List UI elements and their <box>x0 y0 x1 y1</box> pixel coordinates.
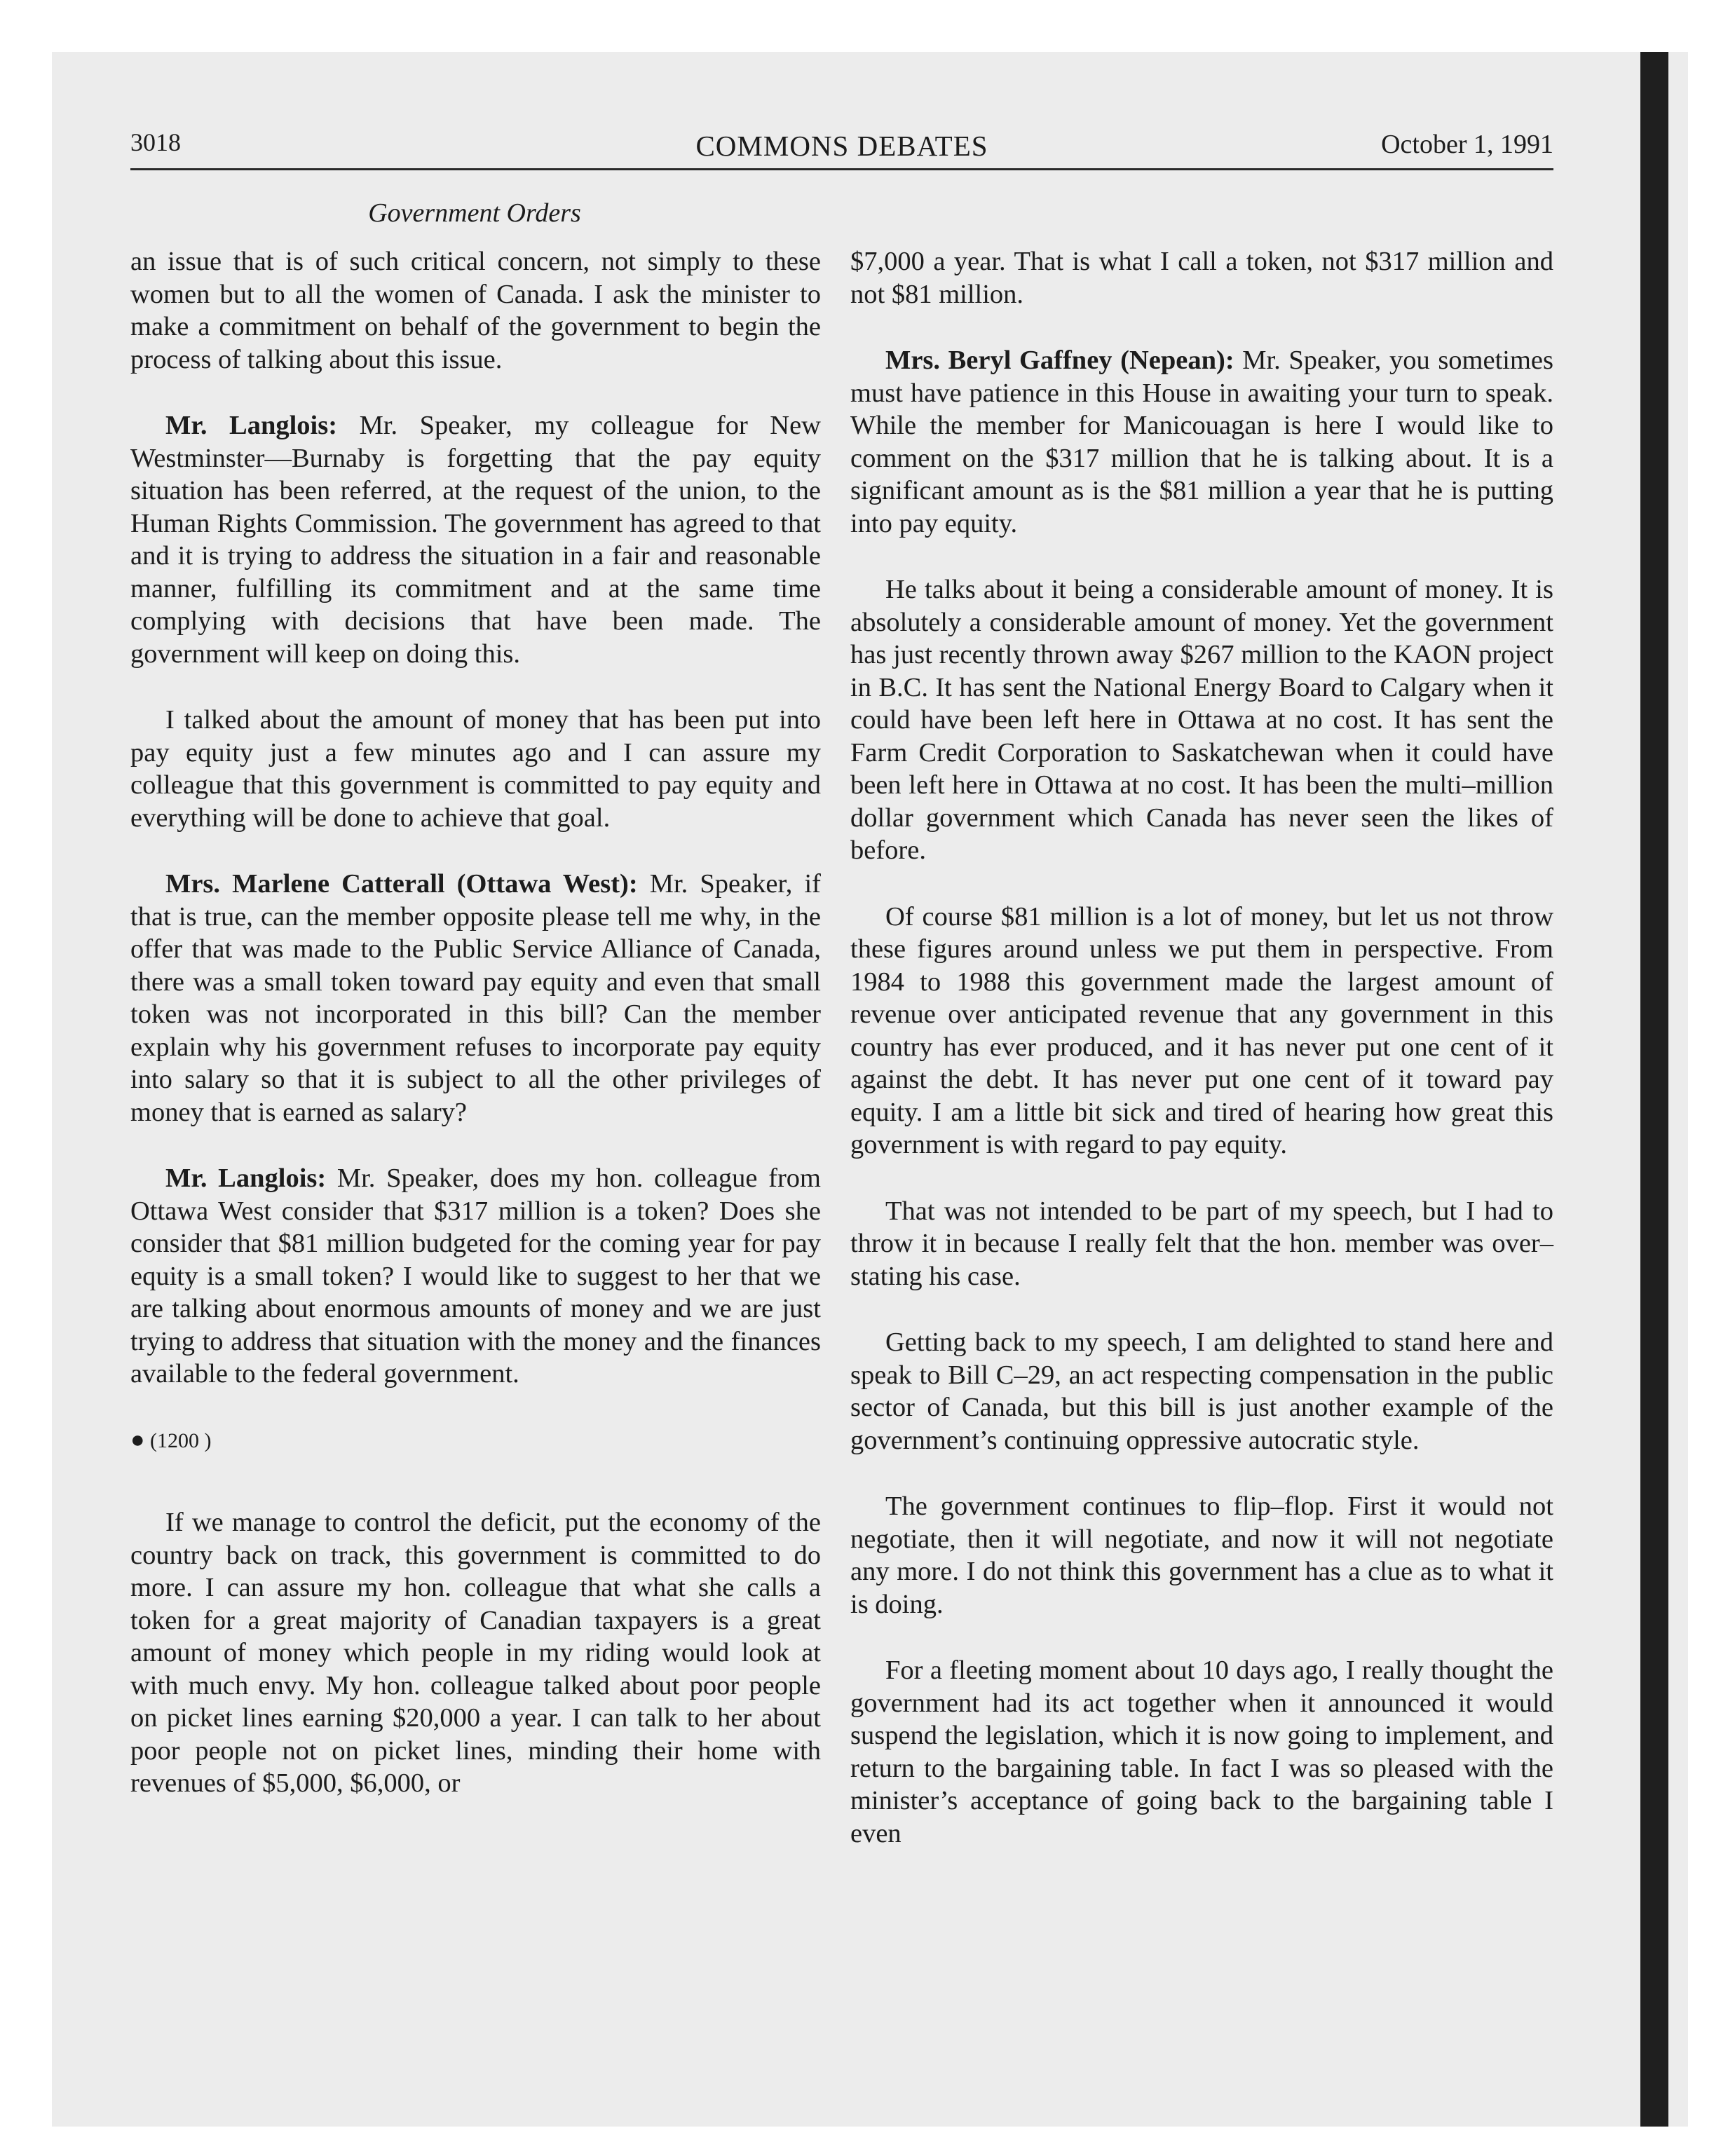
speaker-name: Mrs. Beryl Gaffney (Nepean): <box>885 346 1234 375</box>
speaker-name: Mrs. Marlene Catterall (Ottawa West): <box>165 869 638 899</box>
speech-paragraph <box>130 409 821 670</box>
running-header <box>130 125 1553 170</box>
bullet-icon: ● <box>130 1426 145 1453</box>
time-marker <box>130 1424 821 1458</box>
speaker-name: Mr. Langlois: <box>165 411 338 440</box>
speech-text: Mr. Speaker, if that is true, can the member opposite please tell me why, in the offer that was made to the Public Service Alliance of Canada, there was a small token toward pay equity and even that small token was not incorporated in this bill? Can the member explain why his government refuses to incorporate pay equity into salary so that it is subject to all the other privileges of money that is earned as salary? <box>130 869 821 1127</box>
paragraph: an issue that is of such critical concern, not simply to these women but to all the women of Canada. I ask the minister to make a commitment on behalf of the government to begin the process of talking about this issue. <box>130 247 821 374</box>
page-number: 3018 <box>130 128 181 156</box>
right-column <box>850 245 1553 1883</box>
paragraph: For a fleeting moment about 10 days ago, I really thought the government had its act together when it announced it would suspend the legislation, which it is now going to implement, and return to the bargaining table. In fact I was so pleased with the minister’s acceptance of going back to the bargaining table I even <box>850 1656 1553 1848</box>
speech-text: Mr. Speaker, does my hon. colleague from Ottawa West consider that $317 million is a token? Does she consider that $81 million budgeted for the coming year for pay equity is a small token? I would like to suggest to her that we are talking about enormous amounts of money and we are just trying to address that situation with the money and the finances available to the federal government. <box>130 1164 821 1389</box>
speech-paragraph <box>130 868 821 1128</box>
speech-paragraph <box>850 344 1553 540</box>
paragraph: Of course $81 million is a lot of money, but let us not throw these figures around unless we put them in perspective. From 1984 to 1988 this government made the largest amount of revenue over anticipated revenue that any government in this country has ever produced, and it has never put one cent of it against the debt. It has never put one cent of it toward pay equity. I am a little bit sick and tired of hearing how great this government is with regard to pay equity. <box>850 901 1553 1159</box>
paragraph: That was not intended to be part of my speech, but I had to throw it in because I really felt that the hon. member was over–stating his case. <box>850 1196 1553 1291</box>
paragraph: $7,000 a year. That is what I call a token, not $317 million and not $81 million. <box>850 247 1553 309</box>
paragraph: He talks about it being a considerable amount of money. It is absolutely a considerable amount of money. Yet the government has just recently thrown away $267 million to the KAON project in B.C. It has sent the National Energy Board to Calgary when it could have been left here in Ottawa at no cost. It has sent the Farm Credit Corporation to Saskatchewan when it could have been left here in Ottawa at no cost. It has been the multi–million dollar government which Canada has never seen the likes of before. <box>850 575 1553 865</box>
speech-paragraph <box>130 1162 821 1391</box>
paragraph: If we manage to control the deficit, put the economy of the country back on track, this government is committed to do more. I can assure my hon. colleague that what she calls a token for a great majority of Canadian taxpayers is a great amount of money which people in my riding would look at with much envy. My hon. colleague talked about poor people on picket lines earning $20,000 a year. I can talk to her about poor people not on picket lines, minding their home with revenues of $5,000, $6,000, or <box>130 1508 821 1798</box>
paragraph: The government continues to flip–flop. First it would not negotiate, then it will negotiate, and now it will not negotiate any more. I do not think this government has a clue as to what it is doing. <box>850 1492 1553 1619</box>
publication-date: October 1, 1991 <box>1381 130 1553 159</box>
paragraph: Getting back to my speech, I am delighted to stand here and speak to Bill C–29, an act respecting compensation in the public sector of Canada, but this bill is just another example of the government’s continuing oppressive autocratic style. <box>850 1328 1553 1455</box>
time-marker-text: (1200 ) <box>150 1428 212 1452</box>
publication-title: COMMONS DEBATES <box>695 130 988 162</box>
speaker-name: Mr. Langlois: <box>165 1164 327 1193</box>
speech-text: Mr. Speaker, my colleague for New Westminster—Burnaby is forgetting that the pay equity situation has been referred, at the request of the union, to the Human Rights Commission. The government has agreed to that and it is trying to address the situation in a fair and reasonable manner, fulfilling its commitment and at the same time complying with decisions that have been made. The government will keep on doing this. <box>130 411 821 669</box>
paragraph: I talked about the amount of money that has been put into pay equity just a few minutes ago and I can assure my colleague that this government is committed to pay equity and everything will be done to achieve that goal. <box>130 705 821 833</box>
left-column <box>130 245 821 1834</box>
section-title: Government Orders <box>368 198 581 228</box>
speech-text: Mr. Speaker, you sometimes must have patience in this House in awaiting your turn to speak. While the member for Manicouagan is here I would like to comment on the $317 million that he is talking about. It is a significant amount as is the $81 million a year that he is putting into pay equity. <box>850 346 1553 538</box>
scan-edge-shadow <box>1640 52 1668 2127</box>
